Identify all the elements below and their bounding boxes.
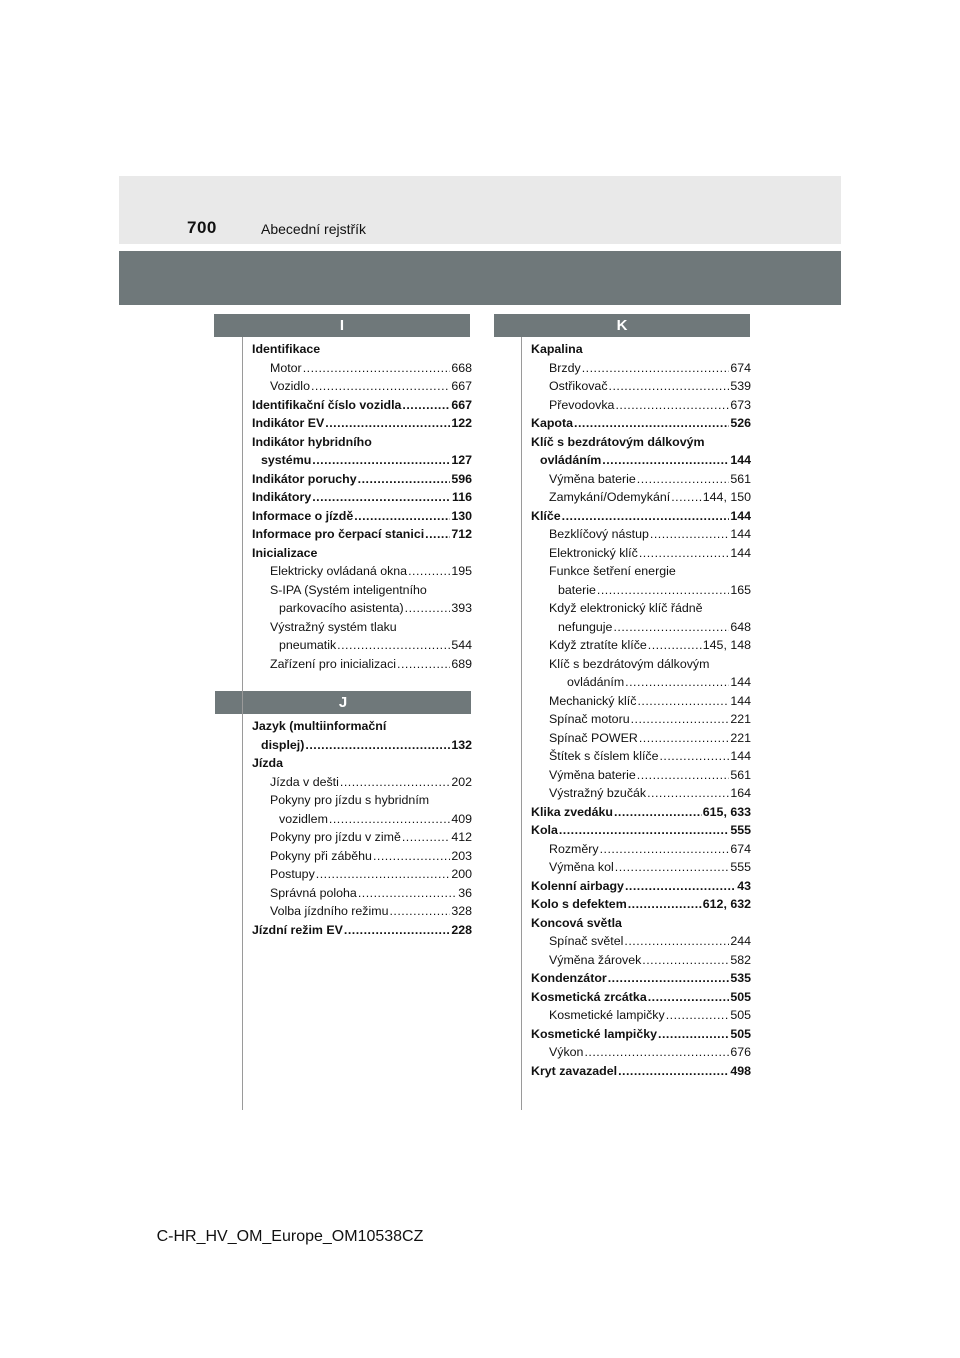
entry-page: 498: [730, 1063, 751, 1078]
document-code: C-HR_HV_OM_Europe_OM10538CZ: [156, 1228, 424, 1245]
entry-term: Indikátor hybridního: [252, 434, 372, 449]
index-entry: [531, 655, 751, 674]
index-entry: [252, 359, 472, 378]
index-entry: [531, 544, 751, 563]
dot-leader: [344, 921, 450, 940]
dot-leader: [305, 736, 450, 755]
header-band: [119, 251, 841, 305]
entry-page: 648: [730, 619, 751, 634]
entry-page: 144: [730, 527, 751, 541]
entry-term: Volba jízdního režimu: [270, 904, 389, 918]
entry-term: baterie: [558, 582, 596, 597]
index-entry: [252, 581, 472, 600]
entry-term: Mechanický klíč: [549, 693, 637, 708]
page-title: Abecední rejstřík: [261, 221, 367, 237]
index-list-i: [252, 340, 472, 673]
entry-term: parkovacího asistenta): [279, 601, 404, 615]
entry-page: 582: [730, 952, 751, 967]
dot-leader: [316, 865, 451, 884]
dot-leader: [402, 396, 450, 415]
entry-page: 676: [730, 1045, 751, 1059]
entry-term: Kolenní airbagy: [531, 878, 624, 893]
dot-leader: [648, 988, 730, 1007]
index-entry: [531, 803, 751, 822]
entry-page: 228: [451, 922, 472, 937]
dot-leader: [618, 1062, 729, 1081]
entry-term: Pokyny pro jízdu s hybridním: [270, 793, 430, 807]
index-list-j: [252, 717, 472, 939]
entry-page: 535: [730, 971, 751, 985]
index-entry: [252, 884, 472, 903]
index-entry: [531, 618, 751, 637]
index-entry: [531, 932, 751, 951]
index-entry: [531, 784, 751, 803]
index-entry: [252, 847, 472, 866]
index-entry: [252, 791, 472, 810]
dot-leader: [574, 414, 729, 433]
index-entry: [531, 692, 751, 711]
entry-term: Rozměry: [549, 841, 599, 856]
entry-page: 144: [730, 749, 751, 763]
entry-term: Kondenzátor: [531, 971, 607, 985]
entry-term: Informace pro čerpací stanici: [252, 527, 425, 541]
entry-term: Spínač světel: [549, 934, 624, 948]
entry-term: Bezklíčový nástup: [549, 527, 649, 541]
entry-term: Převodovka: [549, 397, 615, 412]
index-entry: [252, 525, 472, 544]
section-header-i: I: [214, 314, 470, 337]
dot-leader: [642, 951, 729, 970]
entry-term: Výstražný bzučák: [549, 786, 647, 800]
entry-page: 144: [730, 545, 751, 560]
entry-term: Když ztratíte klíče: [549, 638, 647, 652]
entry-term: Výměna baterie: [549, 471, 636, 486]
entry-term: Jízda: [252, 756, 283, 770]
index-entry: [252, 636, 472, 655]
index-entry: [531, 488, 751, 507]
entry-term: nefunguje: [558, 619, 613, 634]
dot-leader: [358, 470, 451, 489]
index-entry: [531, 877, 751, 896]
index-entry: [252, 736, 472, 755]
entry-term: Kola: [531, 823, 558, 837]
entry-page: 127: [451, 453, 472, 467]
entry-page: 668: [451, 360, 472, 375]
index-entry: [531, 507, 751, 526]
entry-term: Ostřikovač: [549, 379, 608, 393]
dot-leader: [615, 858, 730, 877]
dot-leader: [648, 636, 702, 655]
index-entry: [252, 717, 472, 736]
dot-leader: [637, 766, 730, 785]
entry-page: 132: [451, 737, 472, 752]
entry-page: 116: [452, 490, 472, 504]
dot-leader: [602, 451, 729, 470]
index-entry: [252, 507, 472, 526]
index-entry: [531, 433, 751, 452]
index-entry: [531, 377, 751, 396]
entry-term: Indikátory: [252, 490, 312, 504]
entry-term: Výstražný systém tlaku: [270, 619, 397, 634]
entry-page: 505: [730, 1026, 751, 1041]
index-entry: [252, 544, 472, 563]
index-entry: [531, 1062, 751, 1081]
index-entry: [252, 902, 472, 921]
index-entry: [531, 599, 751, 618]
index-entry: [252, 414, 472, 433]
dot-leader: [600, 840, 730, 859]
index-entry: [531, 340, 751, 359]
entry-page: 165: [730, 582, 751, 597]
index-entry: [531, 858, 751, 877]
dot-leader: [389, 902, 450, 921]
entry-term: systému: [261, 453, 312, 467]
dot-leader: [650, 525, 729, 544]
index-entry: [252, 773, 472, 792]
entry-page: 144: [730, 675, 751, 689]
entry-page: 667: [451, 379, 472, 393]
entry-page: 555: [730, 823, 751, 837]
index-entry: [252, 340, 472, 359]
entry-term: Elektronický klíč: [549, 545, 638, 560]
index-entry: [531, 729, 751, 748]
entry-page: 200: [451, 867, 472, 881]
section-header-j: J: [215, 691, 471, 714]
entry-term: Indikátor EV: [252, 416, 325, 430]
dot-leader: [637, 470, 730, 489]
entry-page: 144: [730, 693, 751, 708]
entry-page: 526: [730, 416, 751, 430]
entry-term: Spínač motoru: [549, 712, 630, 726]
entry-page: 674: [730, 841, 751, 856]
entry-page: 544: [451, 638, 472, 652]
section-header-k: K: [494, 314, 750, 337]
index-entry: [531, 581, 751, 600]
entry-term: Když elektronický klíč řádně: [549, 601, 703, 615]
index-entry: [252, 433, 472, 452]
entry-page: 409: [451, 811, 472, 826]
index-entry: [531, 414, 751, 433]
entry-page: 144: [730, 453, 751, 467]
index-entry: [252, 470, 472, 489]
index-entry: [531, 1043, 751, 1062]
index-entry: [531, 525, 751, 544]
dot-leader: [639, 729, 729, 748]
dot-leader: [597, 581, 729, 600]
entry-term: Kryt zavazadel: [531, 1063, 618, 1078]
index-entry: [531, 951, 751, 970]
entry-term: Brzdy: [549, 360, 581, 375]
dot-leader: [408, 562, 450, 581]
index-entry: [531, 470, 751, 489]
index-entry: [531, 396, 751, 415]
entry-term: Kosmetická zrcátka: [531, 989, 647, 1004]
index-entry: [531, 914, 751, 933]
entry-term: ovládáním: [540, 453, 602, 467]
index-entry: [531, 840, 751, 859]
entry-page: 122: [451, 416, 472, 430]
dot-leader: [584, 1043, 729, 1062]
entry-page: 202: [451, 774, 472, 789]
dot-leader: [312, 451, 450, 470]
entry-page: 43: [737, 878, 751, 893]
index-entry: [531, 710, 751, 729]
dot-leader: [614, 803, 702, 822]
dot-leader: [373, 847, 450, 866]
index-entry: [531, 766, 751, 785]
entry-term: Správná poloha: [270, 885, 357, 900]
entry-term: Kolo s defektem: [531, 897, 627, 911]
dot-leader: [615, 396, 729, 415]
dot-leader: [625, 877, 736, 896]
dot-leader: [608, 969, 730, 988]
entry-term: Výměna žárovek: [549, 952, 642, 967]
index-entry: [252, 865, 472, 884]
dot-leader: [358, 884, 457, 903]
entry-term: displej): [261, 737, 305, 752]
dot-leader: [628, 895, 702, 914]
dot-leader: [303, 359, 451, 378]
dot-leader: [613, 618, 729, 637]
entry-term: Motor: [270, 360, 302, 375]
entry-term: Identifikace: [252, 342, 321, 356]
entry-term: Kosmetické lampičky: [549, 1008, 665, 1022]
entry-page: 36: [458, 885, 472, 900]
index-entry: [252, 828, 472, 847]
entry-term: Funkce šetření energie: [549, 564, 676, 578]
index-entry: [252, 377, 472, 396]
index-entry: [531, 562, 751, 581]
entry-term: ovládáním: [567, 675, 625, 689]
index-entry: [252, 562, 472, 581]
dot-leader: [329, 810, 450, 829]
index-entry: [252, 921, 472, 940]
entry-term: Kapalina: [531, 342, 583, 356]
dot-leader: [354, 507, 450, 526]
entry-page: 144: [730, 508, 751, 523]
index-entry: [252, 599, 472, 618]
dot-leader: [625, 673, 729, 692]
entry-term: vozidlem: [279, 811, 328, 826]
entry-page: 673: [730, 397, 751, 412]
index-entry: [252, 396, 472, 415]
entry-page: 145, 148: [702, 638, 751, 652]
entry-term: Inicializace: [252, 545, 318, 560]
index-entry: [531, 1025, 751, 1044]
entry-term: Informace o jízdě: [252, 508, 354, 523]
entry-page: 555: [730, 860, 751, 874]
entry-term: Klika zvedáku: [531, 804, 613, 819]
dot-leader: [312, 488, 451, 507]
dot-leader: [340, 773, 450, 792]
entry-term: Identifikační číslo vozidla: [252, 397, 402, 412]
index-list-k: [531, 340, 751, 1080]
dot-leader: [402, 828, 450, 847]
entry-term: Zamykání/Odemykání: [549, 490, 671, 504]
entry-page: 221: [730, 712, 751, 726]
entry-page: 561: [730, 471, 751, 486]
entry-term: Zařízení pro inicializaci: [270, 656, 397, 671]
page-header: [119, 176, 841, 244]
entry-page: 195: [451, 564, 472, 578]
entry-term: Elektricky ovládaná okna: [270, 564, 408, 578]
entry-term: Jízdní režim EV: [252, 922, 343, 937]
entry-page: 412: [451, 830, 472, 844]
index-entry: [531, 359, 751, 378]
entry-page: 164: [730, 786, 751, 800]
page-footer: [0, 1228, 960, 1246]
page-number: 700: [187, 218, 217, 237]
entry-page: 505: [730, 989, 751, 1004]
dot-leader: [639, 544, 729, 563]
dot-leader: [647, 784, 729, 803]
entry-term: Spínač POWER: [549, 730, 638, 745]
entry-term: Jízda v dešti: [270, 774, 339, 789]
index-entry: [531, 673, 751, 692]
dot-leader: [609, 377, 730, 396]
index-entry: [252, 655, 472, 674]
entry-page: 561: [730, 767, 751, 782]
entry-term: Štítek s číslem klíče: [549, 749, 659, 763]
index-entry: [531, 821, 751, 840]
dot-leader: [631, 710, 730, 729]
index-entry: [531, 636, 751, 655]
entry-term: Postupy: [270, 867, 315, 881]
dot-leader: [559, 821, 729, 840]
entry-term: S-IPA (Systém inteligentního: [270, 582, 427, 597]
entry-page: 144, 150: [702, 490, 751, 504]
dot-leader: [562, 507, 730, 526]
entry-term: Klíč s bezdrátovým dálkovým: [549, 656, 710, 671]
entry-term: Klíče: [531, 508, 561, 523]
index-entry: [531, 1006, 751, 1025]
entry-page: 667: [451, 397, 472, 412]
column-divider-right: [521, 337, 522, 1110]
entry-page: 328: [451, 904, 472, 918]
dot-leader: [337, 636, 450, 655]
index-entry: [531, 969, 751, 988]
index-entry: [252, 488, 472, 507]
entry-term: Klíč s bezdrátovým dálkovým: [531, 434, 705, 449]
index-entry: [252, 810, 472, 829]
entry-term: Výměna baterie: [549, 767, 636, 782]
entry-page: 203: [451, 848, 472, 863]
entry-page: 674: [730, 360, 751, 375]
dot-leader: [624, 932, 729, 951]
dot-leader: [311, 377, 450, 396]
dot-leader: [325, 414, 450, 433]
dot-leader: [671, 488, 702, 507]
entry-term: Indikátor poruchy: [252, 471, 357, 486]
dot-leader: [405, 599, 451, 618]
entry-term: Výměna kol: [549, 860, 614, 874]
dot-leader: [659, 747, 729, 766]
index-entry: [252, 754, 472, 773]
entry-page: 689: [451, 656, 472, 671]
column-divider-left: [242, 337, 243, 1110]
dot-leader: [666, 1006, 730, 1025]
entry-page: 221: [730, 730, 751, 745]
entry-page: 393: [451, 601, 472, 615]
entry-term: Jazyk (multiinformační: [252, 719, 387, 733]
entry-page: 612, 632: [702, 897, 751, 911]
entry-page: 712: [451, 527, 472, 541]
index-entry: [531, 451, 751, 470]
entry-term: Kapota: [531, 416, 573, 430]
entry-term: Vozidlo: [270, 379, 310, 393]
entry-term: Výkon: [549, 1045, 584, 1059]
dot-leader: [582, 359, 730, 378]
entry-page: 244: [730, 934, 751, 948]
entry-page: 615, 633: [702, 804, 751, 819]
entry-page: 505: [730, 1008, 751, 1022]
index-entry: [531, 895, 751, 914]
entry-term: pneumatik: [279, 638, 337, 652]
dot-leader: [637, 692, 729, 711]
entry-page: 539: [730, 379, 751, 393]
dot-leader: [425, 525, 450, 544]
index-entry: [531, 747, 751, 766]
entry-term: Pokyny při záběhu: [270, 848, 372, 863]
dot-leader: [397, 655, 450, 674]
index-entry: [531, 988, 751, 1007]
entry-term: Pokyny pro jízdu v zimě: [270, 830, 401, 844]
index-entry: [252, 618, 472, 637]
index-entry: [252, 451, 472, 470]
entry-term: Kosmetické lampičky: [531, 1026, 658, 1041]
entry-page: 596: [451, 471, 472, 486]
entry-term: Koncová světla: [531, 915, 622, 930]
dot-leader: [658, 1025, 729, 1044]
entry-page: 130: [451, 508, 472, 523]
